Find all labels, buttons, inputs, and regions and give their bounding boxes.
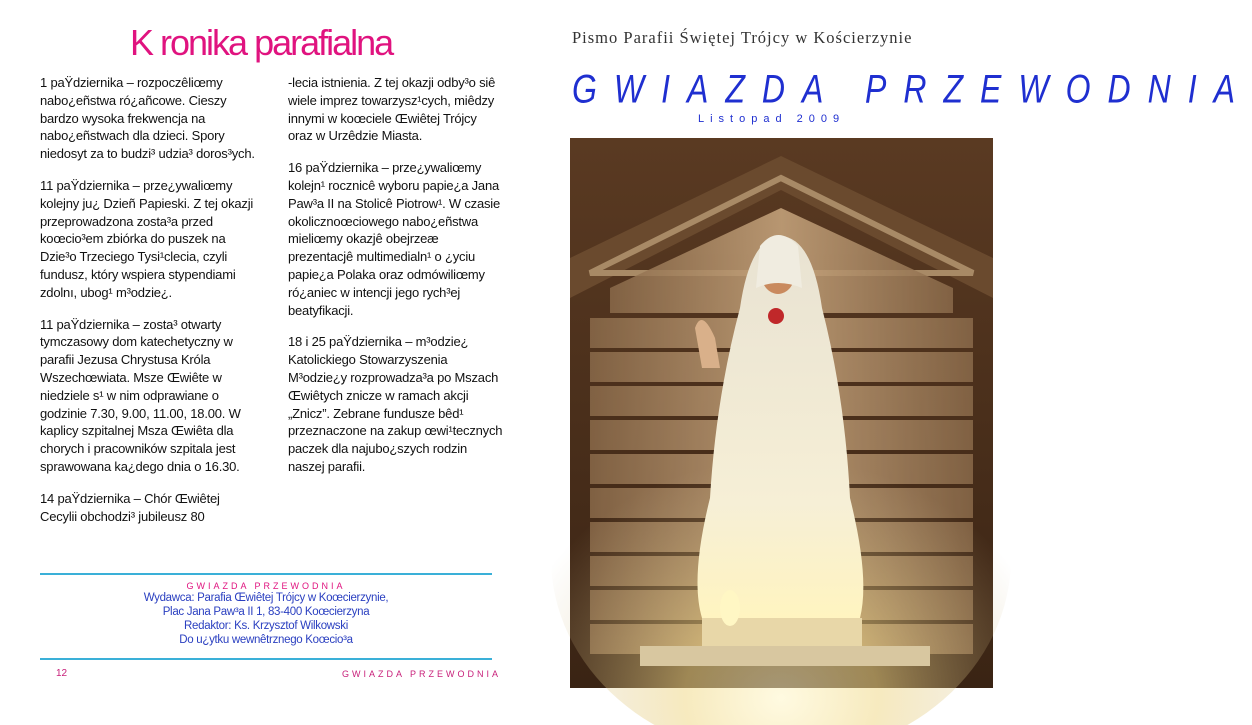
right-page <box>512 0 1252 725</box>
chronicle-entry: 16 paŸdziernika – prze¿ywaliœmy kolejn¹ rocznicê wyboru papie¿a Jana Paw³a II na Stolicê Piotrow¹. W czasie okolicznoœciowego nabo¿eñstwa mieliœmy okazjê obejrzeæ prezentacjê multimedialn¹ o ¿yciu papie¿a Polaka oraz odmówiliœmy ró¿aniec w intencji jego rych³ej beatyfikacji. <box>288 160 501 318</box>
page-number: 12 <box>56 668 68 679</box>
masthead: GWIAZDA PRZEWODNIA <box>572 66 1252 111</box>
article-column-left <box>40 74 256 539</box>
imprint-address: Plac Jana Paw³a II 1, 83-400 Koœcierzyna <box>162 606 370 618</box>
chronicle-entry: 18 i 25 paŸdziernika – m³odzie¿ Katolickiego Stowarzyszenia M³odzie¿y rozprowadza³a po Mszach Œwiêtych znicze w ramach akcji „Znicz”. Zebrane fundusze bêd¹ przeznaczone na zakup œwi¹tecznych paczek dla najubo¿szych rodzin naszej parafii. <box>288 334 503 474</box>
parish-header: Pismo Parafii Świętej Trójcy w Kościerzynie <box>572 28 913 47</box>
article-column-right <box>288 74 504 490</box>
imprint-note: Do u¿ytku wewnêtrznego Koœcio³a <box>179 634 353 646</box>
imprint-publisher: Wydawca: Parafia Œwiêtej Trójcy w Koœcierzynie, <box>143 592 389 604</box>
running-footer: GWIAZDA PRZEWODNIA <box>342 669 502 679</box>
chronicle-entry: 14 paŸdziernika – Chór Œwiêtej Cecylii obchodzi³ jubileusz 80 <box>40 490 220 524</box>
madonna-statue-photo <box>570 138 993 688</box>
photo-illustration <box>570 138 993 688</box>
chronicle-entry: 11 paŸdziernika – zosta³ otwarty tymczasowy dom katechetyczny w parafii Jezusa Chrystusa Króla Wszechœwiata. Msze Œwiête w niedziele s¹ w nim odprawiane o godzinie 7.30, 9.00, 11.00, 18.00. W kaplicy szpitalnej Msza Œwiêta dla chorych i pracowników szpitala jest sprawowana ka¿dego dnia o 16.30. <box>40 316 241 474</box>
chronicle-entry: 11 paŸdziernika – prze¿ywaliœmy kolejny ju¿ Dzieñ Papieski. Z tej okazji przeprowadzona zosta³a przed koœcio³em zbiórka do puszek na Dzie³o Trzeciego Tysi¹clecia, czyli fundusz, który wspiera stypendiami zdolnı, ubog¹ m³odzie¿. <box>40 177 254 300</box>
chronicle-entry: 1 paŸdziernika – rozpoczêliœmy nabo¿eñstwa ró¿añcowe. Cieszy bardzo wysoka frekwencja na nabo¿eñstwach dla dzieci. Spory niedosyt za to budzi³ udzia³ doros³ych. <box>40 75 255 162</box>
imprint <box>40 573 492 647</box>
left-page <box>0 0 512 725</box>
imprint-brand: GWIAZDA PRZEWODNIA <box>186 581 346 591</box>
imprint-editor: Redaktor: Ks. Krzysztof Wilkowski <box>184 620 348 632</box>
divider <box>40 658 492 660</box>
chronicle-title: K ronika parafialna <box>130 22 393 63</box>
divider <box>40 573 492 575</box>
issue-date: Listopad 2009 <box>698 113 846 125</box>
chronicle-entry: -lecia istnienia. Z tej okazji odby³o siê wiele imprez towarzysz¹cych, miêdzy innymi w koœciele Œwiêtej Trójcy oraz w Urzêdzie Miasta. <box>288 75 496 144</box>
